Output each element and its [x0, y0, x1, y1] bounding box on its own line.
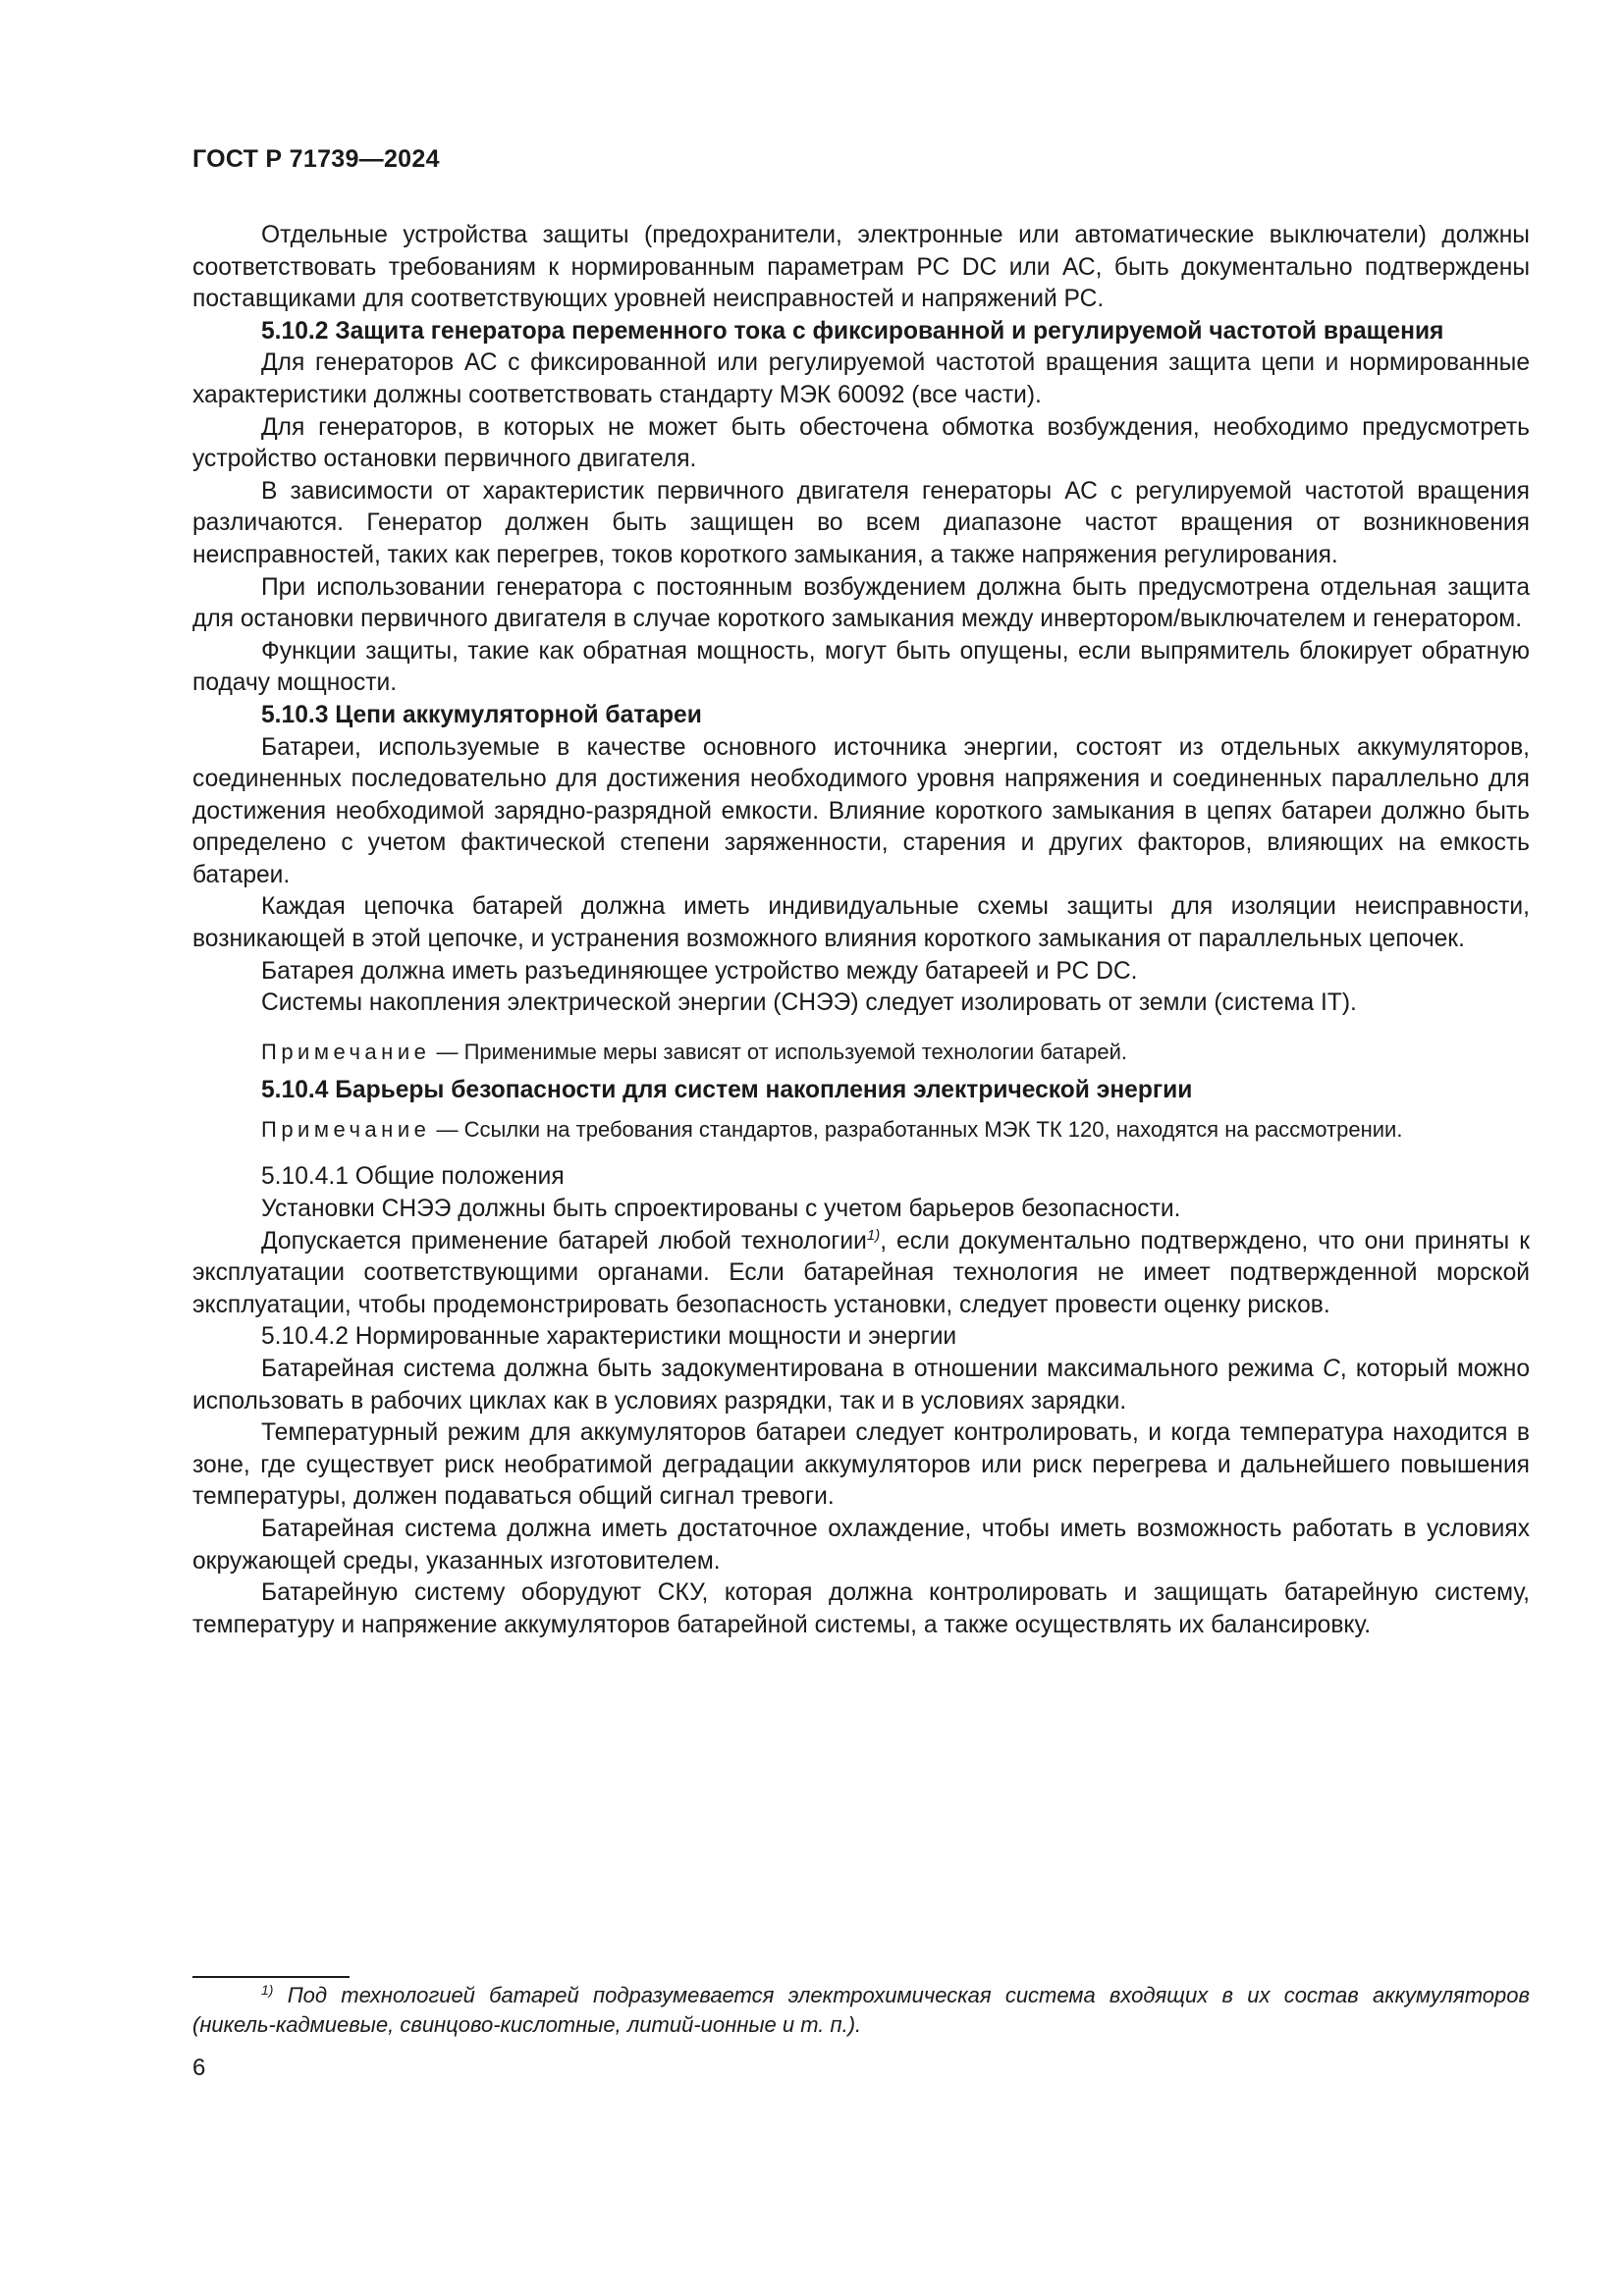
note [192, 1115, 1530, 1144]
section-heading-5-10-2: 5.10.2 Защита генератора переменного тока с фиксированной и регулируемой частотой вращения [261, 317, 1444, 345]
paragraph [192, 1226, 1530, 1322]
paragraph: Температурный режим для аккумуляторов батареи следует контролировать, и когда температура находится в зоне, где существует риск необратимой деградации аккумуляторов или риск перегрева и дальнейшего повышения температуры, должен подаваться общий сигнал тревоги. [192, 1419, 1530, 1511]
page-number: 6 [192, 2055, 206, 2081]
footnote-divider [192, 1976, 350, 1978]
footnote-reference[interactable]: 1) [866, 1226, 881, 1244]
paragraph: Отдельные устройства защиты (предохранители, электронные или автоматические выключатели) должны соответствовать требованиям к нормированным параметрам РС DC или АС, быть документально подтверждены поставщиками для соответствующих уровней неисправностей и напряжений РС. [192, 222, 1530, 313]
paragraph: Функции защиты, такие как обратная мощность, могут быть опущены, если выпрямитель блокирует обратную подачу мощности. [192, 637, 1530, 697]
footnote [192, 1981, 1530, 2040]
footnote-marker: 1) [261, 1982, 274, 1998]
document-body [192, 220, 1530, 1641]
footnote-text: Под технологией батарей подразумевается электрохимическая система входящих в их состав аккумуляторов (никель-кадмиевые, свинцово-кислотные, литий-ионные и т. п.). [192, 1983, 1530, 2037]
section-heading-5-10-4: 5.10.4 Барьеры безопасности для систем накопления электрической энергии [261, 1076, 1193, 1103]
paragraph-text: , который можно использовать в рабочих циклах как в условиях разрядки, так и в условиях зарядки. [192, 1356, 1530, 1415]
paragraph-text: Допускается применение батарей любой технологии [261, 1227, 867, 1255]
document-header: ГОСТ Р 71739—2024 [192, 145, 440, 173]
paragraph [192, 1354, 1530, 1417]
c-rate-symbol: C [1323, 1356, 1340, 1382]
note-text: — Применимые меры зависят от используемой технологии батарей. [436, 1039, 1128, 1064]
note [192, 1038, 1530, 1066]
paragraph: Для генераторов, в которых не может быть обесточена обмотка возбуждения, необходимо предусмотреть устройство остановки первичного двигателя. [192, 413, 1530, 473]
paragraph: Батареи, используемые в качестве основного источника энергии, состоят из отдельных аккумуляторов, соединенных последовательно для достижения необходимого уровня напряжения и соединенных параллельно для достижения необходимой зарядно-разрядной емкости. Влияние короткого замыкания в цепях батареи должно быть определено с учетом фактической степени заряженности, старения и других факторов, влияющих на емкость батареи. [192, 733, 1530, 888]
paragraph: Установки СНЭЭ должны быть спроектированы с учетом барьеров безопасности. [261, 1196, 1181, 1223]
paragraph: Каждая цепочка батарей должна иметь индивидуальные схемы защиты для изоляции неисправности, возникающей в этой цепочке, и устранения возможного влияния короткого замыкания от параллельных цепочек. [192, 893, 1530, 953]
paragraph: При использовании генератора с постоянным возбуждением должна быть предусмотрена отдельная защита для остановки первичного двигателя в случае короткого замыкания между инвертором/выключателем и генератором. [192, 573, 1530, 633]
subsection-heading: 5.10.4.1 Общие положения [261, 1163, 565, 1191]
paragraph: Батарея должна иметь разъединяющее устройство между батареей и РС DC. [261, 957, 1138, 985]
paragraph: Для генераторов АС с фиксированной или регулируемой частотой вращения защита цепи и нормированные характеристики должны соответствовать стандарту МЭК 60092 (все части). [192, 349, 1530, 408]
paragraph-text: , если документально подтверждено, что они приняты к эксплуатации соответствующими органами. Если батарейная технология не имеет подтвержденной морской эксплуатации, чтобы продемонстрировать безопасность установки, следует провести оценку рисков. [192, 1227, 1530, 1318]
paragraph: Батарейную систему оборудуют СКУ, которая должна контролировать и защищать батарейную систему, температуру и напряжение аккумуляторов батарейной системы, а также осуществлять их балансировку. [192, 1579, 1530, 1638]
paragraph-text: Батарейная система должна быть задокументирована в отношении максимального режима [261, 1356, 1324, 1382]
subsection-heading: 5.10.4.2 Нормированные характеристики мощности и энергии [261, 1323, 957, 1351]
section-heading-5-10-3: 5.10.3 Цепи аккумуляторной батареи [261, 701, 702, 728]
paragraph: Батарейная система должна иметь достаточное охлаждение, чтобы иметь возможность работать в условиях окружающей среды, указанных изготовителем. [192, 1515, 1530, 1575]
note-label: Примечание [261, 1039, 431, 1064]
note-label: Примечание [261, 1117, 431, 1143]
note-text: — Ссылки на требования стандартов, разработанных МЭК ТК 120, находятся на рассмотрении. [436, 1117, 1403, 1143]
paragraph: В зависимости от характеристик первичного двигателя генераторы АС с регулируемой частотой вращения различаются. Генератор должен быть защищен во всем диапазоне частот вращения от возникновения неисправностей, таких как перегрев, токов короткого замыкания, а также напряжения регулирования. [192, 477, 1530, 568]
paragraph: Системы накопления электрической энергии (СНЭЭ) следует изолировать от земли (система IT). [261, 989, 1357, 1017]
